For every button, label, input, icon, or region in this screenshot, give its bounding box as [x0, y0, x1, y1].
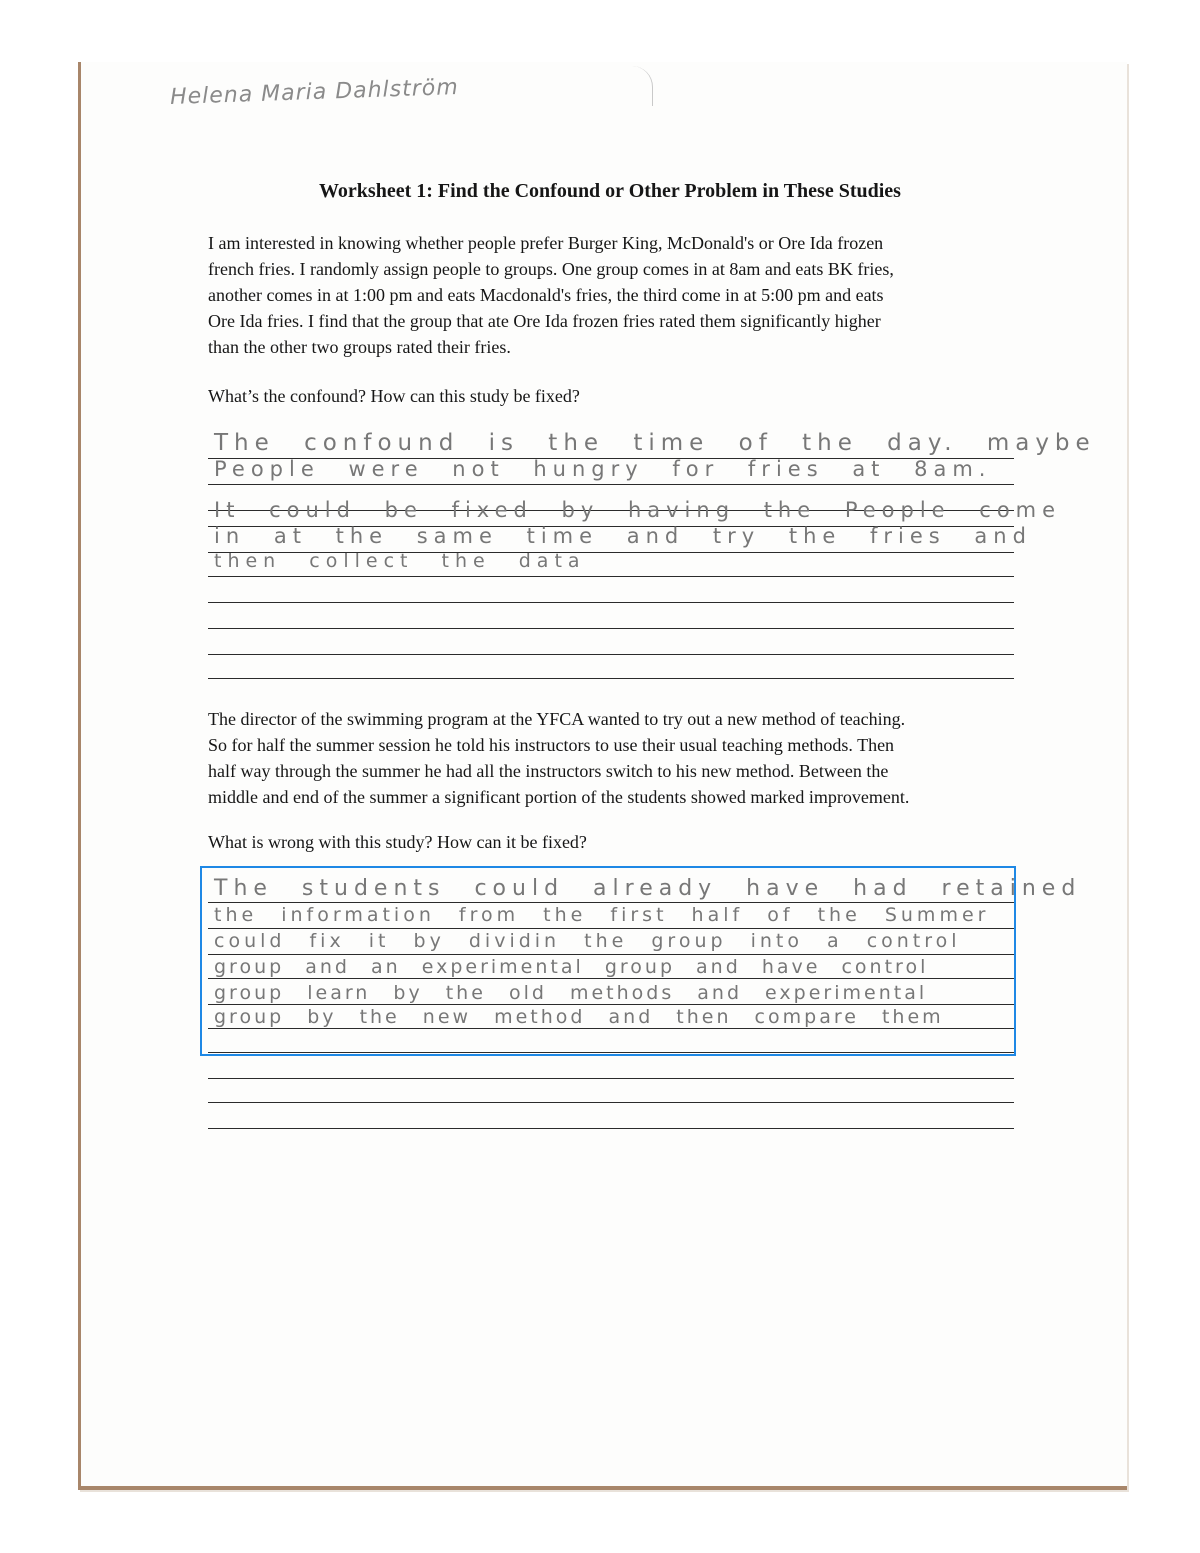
study2-paragraph-line: So for half the summer session he told his instructors to use their usual teaching methods. Then — [208, 735, 895, 755]
answer-rule — [208, 654, 1014, 655]
answer-rule — [208, 576, 1014, 577]
study1-paragraph-line: french fries. I randomly assign people to groups. One group comes in at 8am and eats BK fries, — [208, 259, 894, 279]
answer-rule — [208, 628, 1014, 629]
study2-question: What is wrong with this study? How can it be fixed? — [208, 832, 587, 852]
study1-paragraph — [208, 230, 894, 360]
answer-rule — [208, 678, 1014, 679]
study2-answer-line: could fix it by dividin the group into a control — [214, 930, 961, 952]
study1-answer-line: in at the same time and try the fries and — [214, 524, 1032, 548]
study1-paragraph-line: I am interested in knowing whether people prefer Burger King, McDonald's or Ore Ida frozen — [208, 233, 884, 253]
study2-answer-line: group by the new method and then compare them — [214, 1006, 944, 1028]
study1-answer-line: The confound is the time of the day. maybe — [214, 430, 1096, 456]
answer-rule — [208, 1128, 1014, 1129]
worksheet-title: Worksheet 1: Find the Confound or Other Problem in These Studies — [319, 180, 901, 202]
answer-rule — [208, 1078, 1014, 1079]
answer-rule — [208, 602, 1014, 603]
study2-paragraph-line: half way through the summer he had all the instructors switch to his new method. Between the — [208, 761, 889, 781]
study1-paragraph-line: Ore Ida fries. I find that the group that ate Ore Ida frozen fries rated them significantly higher — [208, 311, 881, 331]
study1-answer-line: It could be fixed by having the People come — [214, 498, 1062, 522]
study1-paragraph-line: than the other two groups rated their fries. — [208, 337, 511, 357]
study2-answer-line: the information from the first half of the Summer — [214, 904, 990, 926]
study2-answer-line: group and an experimental group and have control — [214, 956, 929, 978]
study1-answer-line: then collect the data — [214, 550, 586, 572]
study2-answer-line: group learn by the old methods and experimental — [214, 982, 928, 1004]
answer-rule — [208, 1102, 1014, 1103]
study2-paragraph — [208, 706, 909, 810]
student-name-handwritten: Helena Maria Dahlström — [169, 74, 460, 111]
study2-paragraph-line: middle and end of the summer a significant portion of the students showed marked improvement. — [208, 787, 910, 807]
study1-paragraph-line: another comes in at 1:00 pm and eats Macdonald's fries, the third come in at 5:00 pm and eats — [208, 285, 884, 305]
selection-highlight-box — [200, 866, 1016, 1056]
study1-answer-line: People were not hungry for fries at 8am. — [214, 457, 992, 481]
answer-rule — [208, 484, 1014, 485]
study2-paragraph-line: The director of the swimming program at the YFCA wanted to try out a new method of teaching. — [208, 709, 906, 729]
study1-question: What’s the confound? How can this study be fixed? — [208, 386, 580, 406]
study2-answer-line: The students could already have had retained — [214, 876, 1082, 901]
